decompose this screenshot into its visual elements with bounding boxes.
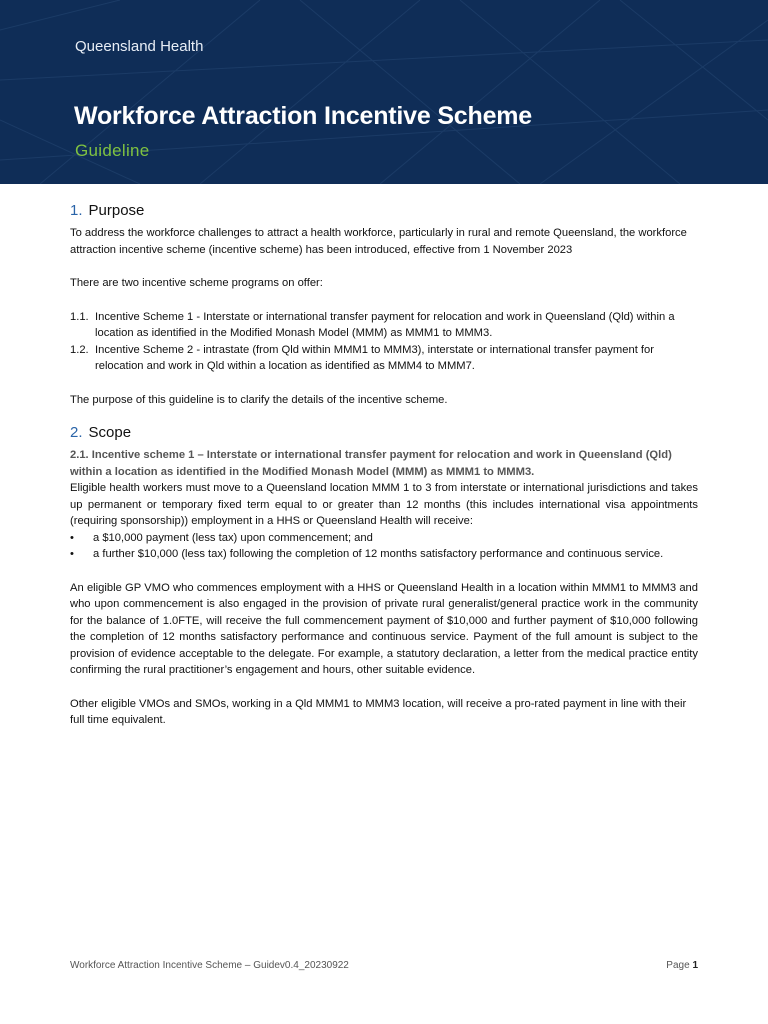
program-item <box>70 309 698 342</box>
document-title: Workforce Attraction Incentive Scheme <box>74 102 533 130</box>
program-item <box>70 342 698 375</box>
bullet-text: a $10,000 payment (less tax) upon commencement; and <box>93 531 373 544</box>
item-number: 1.2. <box>70 343 89 356</box>
section-number: 2. <box>70 424 83 441</box>
section-number: 1. <box>70 202 83 219</box>
page-number: 1 <box>692 960 698 971</box>
section-title: Scope <box>88 424 132 441</box>
bullet-icon: • <box>70 531 74 544</box>
purpose-closing: The purpose of this guideline is to clarify the details of the incentive scheme. <box>70 393 448 406</box>
section-title: Purpose <box>88 202 145 219</box>
page-label: Page <box>666 960 690 971</box>
purpose-intro: To address the workforce challenges to attract a health workforce, particularly in rural and remote Queensland, the workforce attraction incentive scheme (incentive scheme) has been introduced, effective from 1 November 2023 <box>70 227 687 256</box>
header-banner <box>0 0 768 184</box>
item-text: Incentive Scheme 1 - Interstate or international transfer payment for relocation and work in Queensland (Qld) within a location as identified in the Modified Monash Model (MMM) as MMM1 to MMM3. <box>95 310 675 339</box>
eligibility-text: Eligible health workers must move to a Queensland location MMM 1 to 3 from interstate or international jurisdictions and takes up permanent or temporary fixed term equal to or greater than 12 months (this includes international visa appointments (requiring sponsorship)) employment in a HHS or Queensland Health will receive: <box>70 482 698 527</box>
item-number: 1.1. <box>70 310 89 323</box>
scope-subheading: 2.1. Incentive scheme 1 – Interstate or international transfer payment for relocation and work in Queensland (Qld) within a location as identified in the Modified Monash Model (MMM) as MMM1 to MMM3. <box>70 449 672 478</box>
footer-doc-ref: Workforce Attraction Incentive Scheme – Guidev0.4_20230922 <box>70 960 349 971</box>
bullet-item <box>70 530 698 547</box>
org-name: Queensland Health <box>75 38 204 55</box>
bullet-icon: • <box>70 548 74 560</box>
section-heading-purpose <box>70 200 698 222</box>
document-body <box>70 200 698 729</box>
page-indicator <box>666 960 698 971</box>
section-heading-scope <box>70 422 698 444</box>
other-vmos-text: Other eligible VMOs and SMOs, working in a Qld MMM1 to MMM3 location, will receive a pro-rated payment in line with their full time equivalent. <box>70 697 687 726</box>
document-subtitle: Guideline <box>75 141 150 160</box>
gp-vmo-text: An eligible GP VMO who commences employment with a HHS or Queensland Health in a location within MMM1 to MMM3 and who upon commencement is also engaged in the provision of private rural generalist/general practice work in the community for the balance of 1.0FTE, will receive the full commencement payment of $10,000 and further payment of $10,000 following the completion of 12 months satisfactory performance and continuous service. Payment of the full amount is subject to the provision of evidence acceptable to the delegate. For example, a statutory declaration, a letter from the medical practice entity confirming the rural practitioner’s engagement and hours, other suitable evidence. <box>70 581 698 676</box>
programs-intro: There are two incentive scheme programs on offer: <box>70 277 323 289</box>
bullet-text: a further $10,000 (less tax) following the completion of 12 months satisfactory performance and continuous service. <box>93 548 664 560</box>
bullet-item <box>70 546 698 563</box>
item-text: Incentive Scheme 2 - intrastate (from Qld within MMM1 to MMM3), interstate or international transfer payment for relocation and work in Qld within a location as identified as MMM4 to MMM7. <box>95 343 654 372</box>
